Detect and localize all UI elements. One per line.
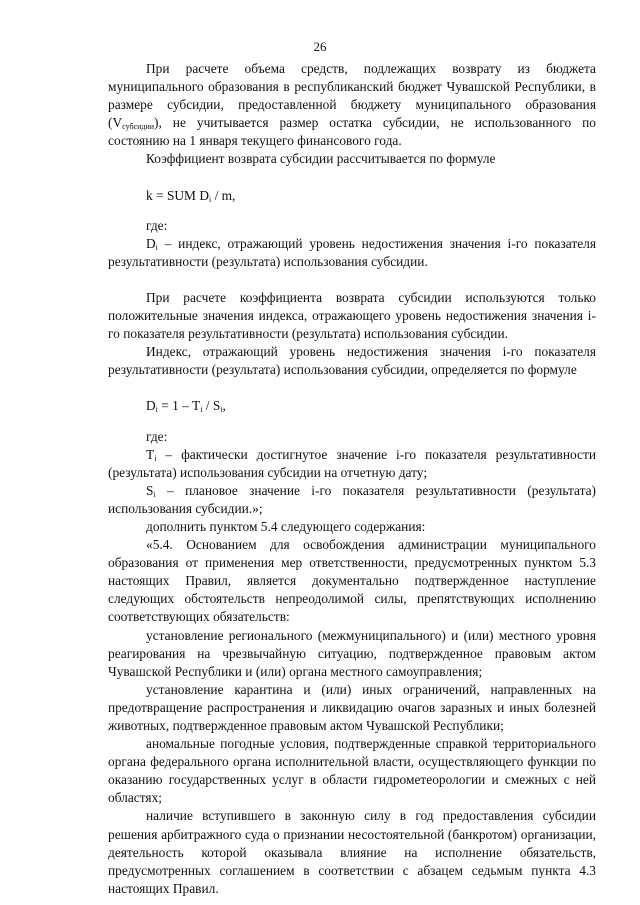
where-label: где: — [146, 217, 168, 233]
subscript: субсидии — [122, 122, 155, 132]
formula-di: $D_i = 1 - T_i / S_i$, — [146, 398, 226, 415]
paragraph-5-4-basis: «5.4. Основанием для освобождения администрации муниципального образования от применения мер ответственности, предусмотренных пунктом 5.3 настоящих Правил, является документально подтвержденное наступление следующих обстоятельств непреодолимой силы, препятствующих исполнению соответствующих обязательств: — [108, 537, 596, 625]
paragraph-bankruptcy: наличие вступившего в законную силу в год предоставления субсидии решения арбитражного суда о признании несостоятельной (банкротом) организации, деятельность которой оказывала влияние на исполнение обязательств, предусмотренных соглашением в соответствии с абзацем седьмым пункта 4.3 настоящих Правил. — [108, 808, 596, 896]
paragraph-refund-volume: При расчете объема средств, подлежащих возврату из бюджета муниципального образования в республиканский бюджет Чувашской Республики, в размере субсидии, предоставленной бюджету муниципального образования $(V_{субсидии})$, не учитывается размер остатка субсидии, не использованного по состоянию на 1 января текущего финансового года. — [108, 61, 596, 149]
subscript: i — [155, 405, 158, 415]
definition-si: $S_i$ – плановое значение i-го показателя результативности (результата) использования субсидии.»; — [108, 482, 596, 516]
page-number: 26 — [313, 39, 327, 54]
paragraph-emergency-regime: установление регионального (межмуниципального) и (или) местного уровня реагирования на чрезвычайную ситуацию, подтвержденное правовым актом Чувашской Республики и (или) органа местного самоуправления; — [108, 627, 596, 679]
paragraph-coefficient-intro: Коэффициент возврата субсидии рассчитывается по формуле — [146, 151, 496, 167]
paragraph-positive-values: При расчете коэффициента возврата субсидии используются только положительные значения индекса, отражающего уровень недостижения значения i-го показателя результативности (результата) использования субсидии. — [108, 289, 596, 342]
definition-di: $D_i$ – индекс, отражающий уровень недостижения значения i-го показателя результативности (результата) использования субсидии. — [108, 235, 596, 269]
subscript: i — [208, 194, 212, 204]
subscript: i — [200, 405, 203, 415]
subscript: i — [155, 242, 158, 252]
paragraph-weather: аномальные погодные условия, подтвержденные справкой территориального органа федерального органа исполнительной власти, осуществляющего функции по оказанию государственных услуг в области гидрометеорологии и смежных с ней областях; — [108, 736, 596, 806]
where-label: где: — [146, 428, 168, 444]
paragraph-amendment-5-4: дополнить пунктом 5.4 следующего содержания: — [146, 518, 426, 534]
subscript: i — [220, 405, 223, 415]
paragraph-index-formula-intro: Индекс, отражающий уровень недостижения значения i-го показателя результативности (результата) использования субсидии, определяется по формуле — [108, 344, 596, 378]
formula-k: k = SUM $D_i$ / m, — [146, 187, 236, 204]
subscript: i — [153, 489, 156, 499]
paragraph-quarantine: установление карантина и (или) иных ограничений, направленных на предотвращение распространения и ликвидацию очагов заразных и иных болезней животных, подтвержденное правовым актом Чувашской Республики; — [108, 681, 596, 733]
spacer — [108, 271, 596, 289]
document-body — [108, 60, 596, 898]
definition-ti: $T_i$ – фактически достигнутое значение i-го показателя результативности (результата) использования субсидии на отчетную дату; — [108, 446, 596, 480]
subscript: i — [154, 453, 157, 463]
